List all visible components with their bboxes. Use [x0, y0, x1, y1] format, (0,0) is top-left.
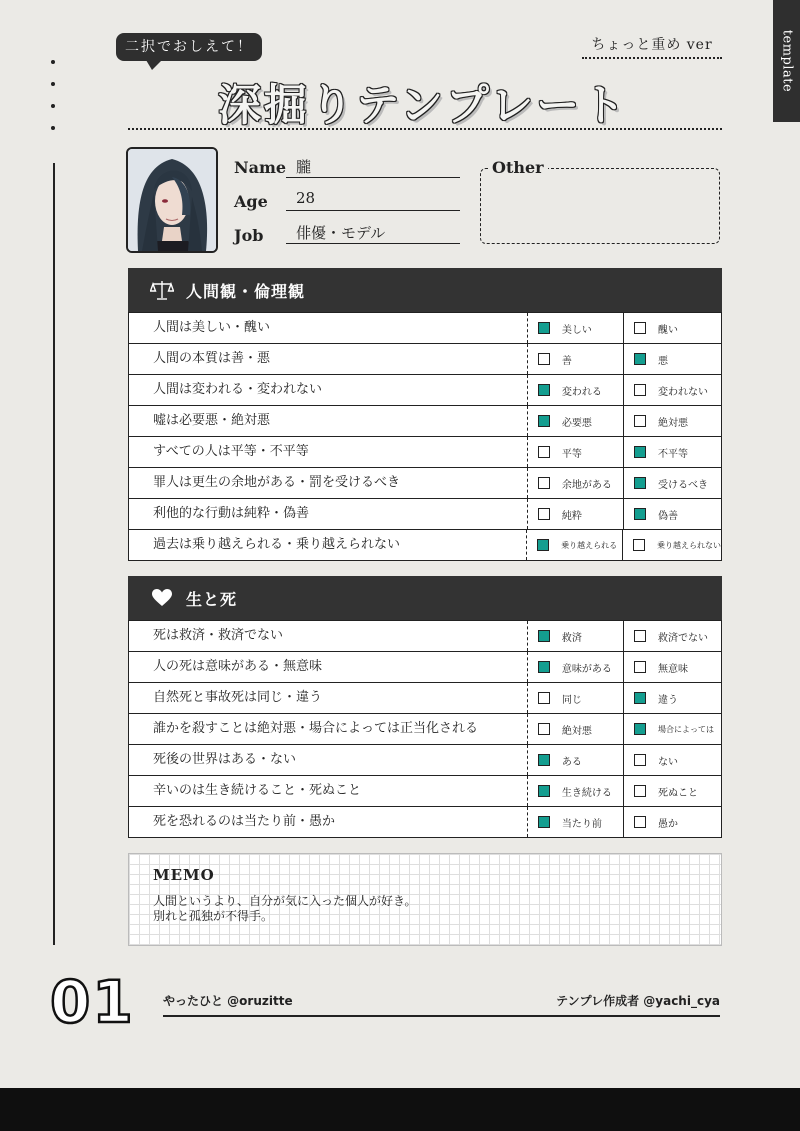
option-b-label: 乗り越えられない	[657, 540, 721, 550]
option-b-label: 無意味	[657, 663, 688, 675]
option-a-checkbox[interactable]	[538, 754, 550, 766]
question-row	[129, 529, 721, 560]
option-a[interactable]	[527, 344, 623, 374]
question-text: 人間は美しい・醜い	[153, 320, 271, 335]
option-a-label: 当たり前	[561, 818, 602, 830]
memo-line: 別れと孤独が不得手。	[153, 909, 274, 923]
memo-box[interactable]	[128, 853, 722, 946]
option-b[interactable]	[623, 406, 721, 436]
option-b-checkbox[interactable]	[634, 353, 646, 365]
option-b-checkbox[interactable]	[634, 384, 646, 396]
option-b-checkbox[interactable]	[634, 477, 646, 489]
other-label: Other	[488, 158, 548, 177]
option-b[interactable]	[622, 530, 721, 560]
question-text: 死は救済・救済でない	[153, 628, 284, 643]
question-row	[129, 651, 721, 682]
credit-divider	[163, 1015, 720, 1017]
option-b-label: 死ぬこと	[657, 787, 698, 799]
question-text: 利他的な行動は純粋・偽善	[153, 506, 310, 521]
option-b-label: 悪	[657, 355, 668, 367]
question-table	[128, 620, 722, 838]
option-a-label: 絶対悪	[561, 725, 592, 737]
scales-icon	[150, 278, 174, 302]
option-b[interactable]	[623, 437, 721, 467]
question-text: 死を恐れるのは当たり前・愚か	[153, 814, 336, 829]
option-a[interactable]	[527, 652, 623, 682]
question-row	[129, 806, 721, 837]
option-a[interactable]	[527, 683, 623, 713]
option-b-label: 愚か	[657, 818, 678, 830]
option-b-checkbox[interactable]	[634, 785, 646, 797]
memo-title: MEMO	[153, 866, 215, 884]
option-b[interactable]	[623, 468, 721, 498]
option-b-label: ない	[657, 756, 678, 768]
question-text: 誰かを殺すことは絶対悪・場合によっては正当化される	[153, 721, 479, 736]
option-b-checkbox[interactable]	[634, 446, 646, 458]
option-b[interactable]	[623, 621, 721, 651]
credit-author: やったひと @oruzitte	[163, 994, 293, 1008]
page-number: 01	[50, 968, 135, 1036]
option-a-label: 純粋	[561, 510, 582, 522]
question-row	[129, 374, 721, 405]
option-b[interactable]	[623, 344, 721, 374]
option-b-label: 絶対悪	[657, 417, 688, 429]
option-a[interactable]	[527, 714, 623, 744]
section-title: 人間観・倫理観	[186, 281, 306, 301]
option-b[interactable]	[623, 652, 721, 682]
option-b-checkbox[interactable]	[634, 630, 646, 642]
option-a[interactable]	[527, 406, 623, 436]
option-a-label: 変われる	[561, 386, 602, 398]
option-b[interactable]	[623, 776, 721, 806]
option-a-checkbox[interactable]	[538, 446, 550, 458]
bottom-bar	[0, 1088, 800, 1131]
option-a[interactable]	[527, 437, 623, 467]
question-row	[129, 713, 721, 744]
option-b[interactable]	[623, 807, 721, 837]
section-life-death	[128, 576, 722, 838]
question-text: 人間の本質は善・悪	[153, 351, 271, 366]
option-a-checkbox[interactable]	[538, 692, 550, 704]
speech-bubble-tail	[146, 60, 162, 70]
option-a-checkbox[interactable]	[538, 322, 550, 334]
heart-icon	[150, 586, 174, 610]
other-box[interactable]	[480, 168, 720, 244]
speech-bubble: 二択でおしえて！	[116, 33, 262, 61]
option-a-checkbox[interactable]	[538, 384, 550, 396]
section-header	[128, 576, 722, 620]
option-a[interactable]	[527, 499, 623, 529]
option-b-checkbox[interactable]	[633, 539, 645, 551]
question-row	[129, 312, 721, 343]
question-text: 死後の世界はある・ない	[153, 752, 297, 767]
option-a-label: 平等	[561, 448, 582, 460]
question-row	[129, 775, 721, 806]
template-side-tab	[773, 0, 800, 122]
option-b-label: 変われない	[657, 386, 708, 398]
question-text: 辛いのは生き続けること・死ぬこと	[153, 783, 362, 798]
option-a[interactable]	[527, 745, 623, 775]
option-a[interactable]	[527, 776, 623, 806]
question-text: 人の死は意味がある・無意味	[153, 659, 323, 674]
option-b-checkbox[interactable]	[634, 754, 646, 766]
option-a-checkbox[interactable]	[538, 630, 550, 642]
question-text: 自然死と事故死は同じ・違う	[153, 690, 323, 705]
option-a-checkbox[interactable]	[538, 353, 550, 365]
option-a-checkbox[interactable]	[538, 477, 550, 489]
question-text: 罪人は更生の余地がある・罰を受けるべき	[153, 475, 401, 490]
option-b[interactable]	[623, 683, 721, 713]
name-label: Name	[234, 158, 287, 177]
option-a-checkbox[interactable]	[537, 539, 549, 551]
section-ethics	[128, 268, 722, 561]
option-b-checkbox[interactable]	[634, 723, 646, 735]
character-portrait	[126, 147, 218, 253]
option-b-label: 偽善	[657, 510, 678, 522]
title-divider	[128, 128, 722, 130]
option-a-label: 救済	[561, 632, 582, 644]
option-b[interactable]	[623, 745, 721, 775]
option-a-checkbox[interactable]	[538, 415, 550, 427]
page-title: 深掘りテンプレート	[218, 81, 629, 131]
section-title: 生と死	[186, 589, 238, 609]
option-a-checkbox[interactable]	[538, 508, 550, 520]
option-a[interactable]	[527, 621, 623, 651]
option-b-label: 受けるべき	[657, 479, 708, 491]
option-a-label: 善	[561, 355, 572, 367]
option-a-label: 余地がある	[561, 479, 612, 491]
left-rule	[53, 163, 55, 945]
option-a-label: 意味がある	[561, 663, 612, 675]
question-row	[129, 436, 721, 467]
question-row	[129, 343, 721, 374]
option-b[interactable]	[623, 714, 721, 744]
option-a-checkbox[interactable]	[538, 661, 550, 673]
memo-text	[153, 894, 417, 924]
question-row	[129, 744, 721, 775]
option-a-checkbox[interactable]	[538, 785, 550, 797]
section-header	[128, 268, 722, 312]
option-b-label: 違う	[657, 694, 678, 706]
option-a[interactable]	[527, 375, 623, 405]
question-text: 嘘は必要悪・絶対悪	[153, 413, 271, 428]
question-text: 過去は乗り越えられる・乗り越えられない	[153, 537, 401, 552]
option-a[interactable]	[527, 468, 623, 498]
option-b-checkbox[interactable]	[634, 816, 646, 828]
option-a[interactable]	[526, 530, 622, 560]
option-b-checkbox[interactable]	[634, 322, 646, 334]
side-tab-label: template	[779, 29, 794, 93]
option-b-label: 場合によっては	[657, 724, 714, 734]
question-row	[129, 405, 721, 436]
question-table	[128, 312, 722, 561]
option-a-label: ある	[561, 756, 582, 768]
option-b[interactable]	[623, 313, 721, 343]
name-field[interactable]: 朧	[286, 156, 460, 178]
age-label: Age	[234, 192, 268, 211]
option-a-label: 同じ	[561, 694, 582, 706]
option-a-label: 美しい	[561, 324, 592, 336]
option-a-checkbox[interactable]	[538, 816, 550, 828]
version-label: ちょっと重め ver	[582, 34, 722, 59]
question-row	[129, 467, 721, 498]
option-a[interactable]	[527, 807, 623, 837]
question-row	[129, 620, 721, 651]
question-text: 人間は変われる・変われない	[153, 382, 323, 397]
option-b-checkbox[interactable]	[634, 508, 646, 520]
option-b-label: 救済でない	[657, 632, 708, 644]
question-row	[129, 682, 721, 713]
option-b-checkbox[interactable]	[634, 415, 646, 427]
memo-line: 人間というより、自分が気に入った個人が好き。	[153, 894, 417, 908]
credit-template-maker: テンプレ作成者 @yachi_cya	[556, 994, 720, 1008]
question-row	[129, 498, 721, 529]
option-a-label: 生き続ける	[561, 787, 612, 799]
job-field[interactable]: 俳優・モデル	[286, 222, 460, 244]
option-b[interactable]	[623, 499, 721, 529]
option-b[interactable]	[623, 375, 721, 405]
option-b-label: 醜い	[657, 324, 678, 336]
option-a[interactable]	[527, 313, 623, 343]
option-a-label: 必要悪	[561, 417, 592, 429]
age-field[interactable]: 28	[286, 189, 460, 211]
option-b-checkbox[interactable]	[634, 661, 646, 673]
option-a-label: 乗り越えられる	[561, 540, 618, 550]
option-b-label: 不平等	[657, 448, 688, 460]
question-text: すべての人は平等・不平等	[153, 444, 309, 459]
job-label: Job	[234, 226, 264, 245]
option-b-checkbox[interactable]	[634, 692, 646, 704]
option-a-checkbox[interactable]	[538, 723, 550, 735]
